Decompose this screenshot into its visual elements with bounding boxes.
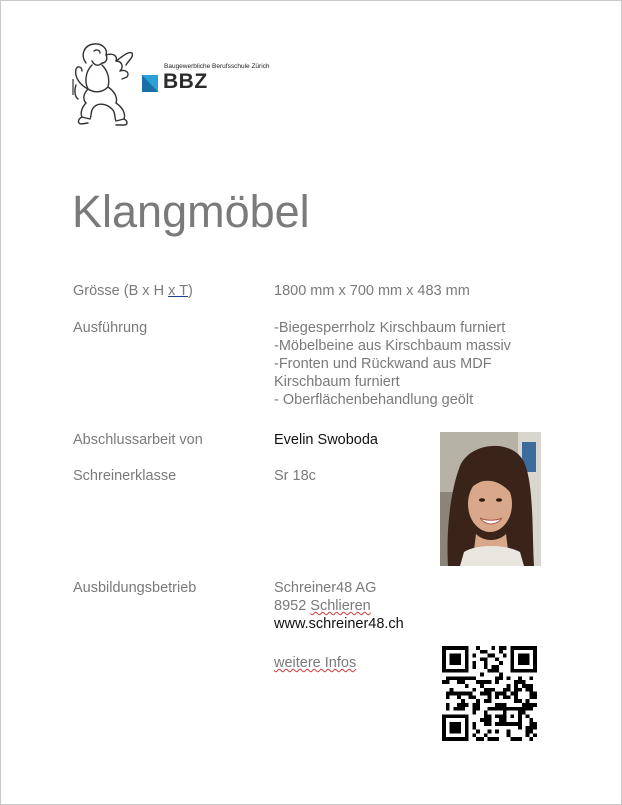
page-title: Klangmöbel: [72, 186, 310, 237]
finish-line: Kirschbaum furniert: [274, 374, 400, 390]
school-abbreviation: BBZ: [163, 70, 208, 93]
size-label: [73, 282, 193, 300]
size-value: 1800 mm x 700 mm x 483 mm: [274, 283, 470, 299]
company-label: Ausbildungsbetrieb: [73, 580, 197, 596]
school-name: Baugewerbliche Berufsschule Zürich: [164, 63, 270, 70]
company-name: Schreiner48 AG: [274, 580, 377, 596]
author-value: Evelin Swoboda: [274, 432, 378, 448]
class-label: Schreinerklasse: [73, 468, 177, 484]
size-label-underlined: x T: [168, 283, 188, 299]
finish-line: - Oberflächenbehandlung geölt: [274, 392, 474, 408]
company-city: Schlieren: [310, 598, 371, 614]
zurich-lion-icon: [72, 41, 136, 127]
company-website[interactable]: www.schreiner48.ch: [274, 616, 404, 632]
bbz-triangle-icon: [142, 75, 158, 92]
finish-line: -Fronten und Rückwand aus MDF: [274, 356, 492, 372]
class-value: Sr 18c: [274, 468, 316, 484]
size-label-suffix: ): [187, 283, 193, 299]
company-address: [274, 597, 371, 615]
more-info-link[interactable]: weitere Infos: [274, 655, 357, 671]
finish-line: -Möbelbeine aus Kirschbaum massiv: [274, 338, 511, 354]
qr-code-icon[interactable]: [442, 646, 537, 741]
author-label: Abschlussarbeit von: [73, 432, 203, 448]
finish-line: -Biegesperrholz Kirschbaum furniert: [274, 320, 506, 336]
finish-label: Ausführung: [73, 320, 148, 336]
finish-value: [274, 319, 511, 409]
portrait-photo: [440, 432, 541, 566]
company-zip: 8952: [274, 598, 307, 614]
size-label-prefix: Grösse (B x H: [73, 283, 169, 299]
